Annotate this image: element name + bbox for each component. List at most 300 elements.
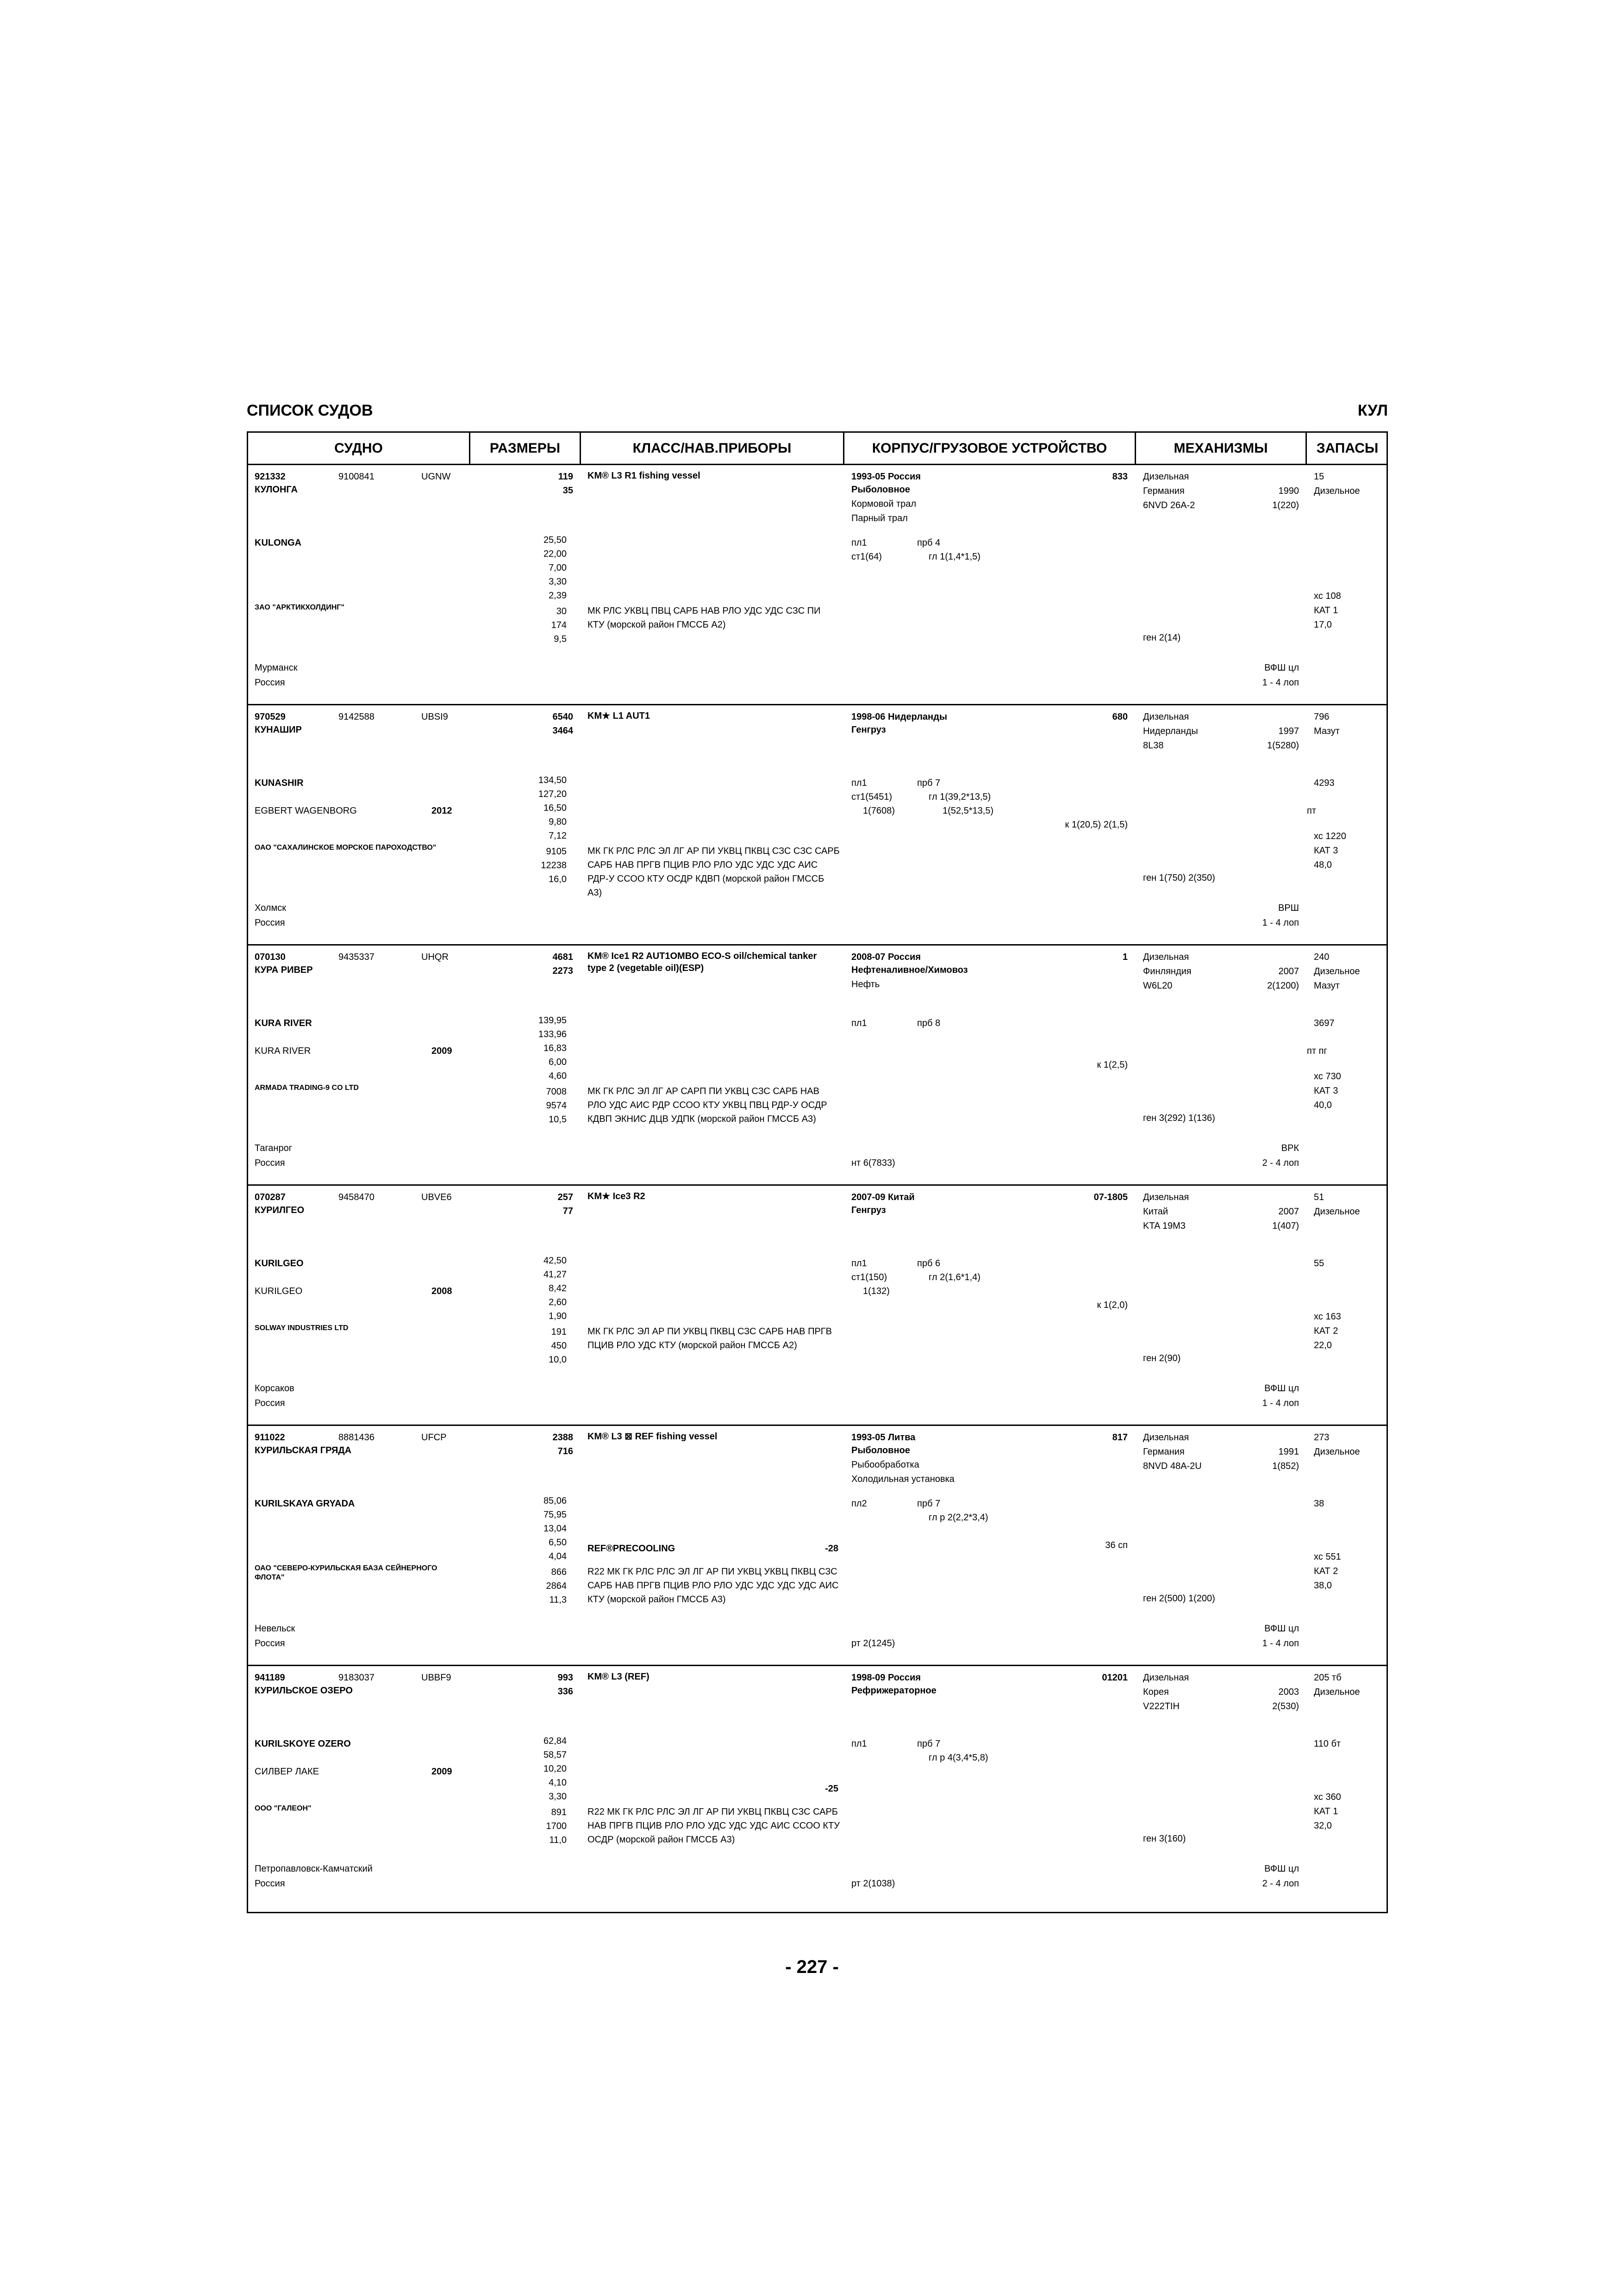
owner-year: 2008 bbox=[431, 1286, 452, 1296]
hull-yard-number: 833 bbox=[1112, 472, 1128, 482]
tonnage-block bbox=[470, 710, 573, 738]
propeller-blades: 1 - 4 лоп bbox=[1262, 1638, 1299, 1649]
dim-breadth: 16,83 bbox=[543, 1043, 567, 1053]
hatches: гл 1(1,4*1,5) bbox=[929, 552, 981, 562]
class-notation: KM® L3 ⊠ REF fishing vessel bbox=[587, 1431, 718, 1442]
operator-company: ARMADA TRADING-9 CO LTD bbox=[255, 1084, 359, 1092]
holds-2: 1(132) bbox=[863, 1286, 890, 1296]
dim-draught: 7,12 bbox=[549, 831, 567, 841]
fuel-type-2: Мазут bbox=[1314, 981, 1340, 991]
nav-equipment: R22 МК ГК РЛС РЛС ЭЛ ЛГ АР ПИ УКВЦ УКВЦ ПКВЦ СЗС САРБ НАВ ПРГВ ПЦИВ РЛО РЛО УДС УДС УДС УДС АИС КТУ (морской район ГМССБ А3) bbox=[587, 1567, 839, 1605]
mechanisms-block bbox=[1143, 710, 1198, 753]
hatches-2: 1(52,5*13,5) bbox=[943, 806, 994, 816]
propeller-blades: 1 - 4 лоп bbox=[1262, 918, 1299, 928]
fridge-category: КАТ 3 bbox=[1314, 1086, 1338, 1096]
engine-country: Нидерланды bbox=[1143, 726, 1198, 736]
reg-number: 911022 bbox=[255, 1432, 285, 1443]
imo-number: 9142588 bbox=[338, 712, 375, 722]
hull-build: 1993-05 Россия bbox=[851, 472, 921, 482]
reg-number: 970529 bbox=[255, 712, 286, 722]
generators: ген 3(160) bbox=[1143, 1834, 1186, 1844]
stocks-block bbox=[1314, 470, 1360, 513]
bulkheads: прб 7 bbox=[917, 1739, 941, 1749]
home-port: Петропавловск-Камчатский bbox=[255, 1864, 373, 1874]
holds: ст1(64) bbox=[851, 552, 882, 562]
fridge-category: КАТ 2 bbox=[1314, 1566, 1338, 1576]
ship-name: КУРИЛЬСКАЯ ГРЯДА bbox=[255, 1445, 352, 1456]
dim-crew: 7008 bbox=[546, 1087, 567, 1097]
imo-number: 9100841 bbox=[338, 472, 375, 482]
dim-draught: 4,04 bbox=[549, 1551, 567, 1562]
hull-build: 1998-09 Россия bbox=[851, 1673, 921, 1683]
bulkheads: прб 8 bbox=[917, 1018, 941, 1028]
owner-year: 2012 bbox=[431, 806, 452, 816]
fridge-volume: хс 1220 bbox=[1314, 831, 1346, 841]
ship-type: Рыболовное bbox=[851, 485, 910, 495]
fridge-value: 48,0 bbox=[1314, 860, 1332, 870]
engine-power: 2(530) bbox=[1272, 1701, 1299, 1711]
dim-depth: 6,50 bbox=[549, 1537, 567, 1548]
propeller-blades: 2 - 4 лоп bbox=[1262, 1158, 1299, 1168]
home-port: Невельск bbox=[255, 1624, 295, 1634]
propeller: ВФШ цл bbox=[1264, 1864, 1299, 1874]
cranes: к 1(20,5) 2(1,5) bbox=[1065, 820, 1128, 830]
hull-feature-1 bbox=[851, 1218, 886, 1232]
hull-feature-2: Холодильная установка bbox=[851, 1474, 955, 1484]
ship-name-latin: KUNASHIR bbox=[255, 778, 304, 788]
fuel-type-2 bbox=[1314, 1219, 1360, 1233]
dim-crew: 191 bbox=[551, 1327, 567, 1337]
engine-type: Дизельная bbox=[1143, 1192, 1189, 1202]
dim-crew: 30 bbox=[556, 606, 567, 616]
hull-build: 1993-05 Литва bbox=[851, 1432, 916, 1443]
ship-name-latin: KURILGEO bbox=[255, 1258, 304, 1269]
dim-deadweight: 2864 bbox=[546, 1581, 567, 1591]
refrigeration-block bbox=[1314, 1790, 1341, 1833]
class-notation: KM★ L1 AUT1 bbox=[587, 711, 650, 721]
fridge-value: 17,0 bbox=[1314, 620, 1332, 630]
fuel-capacity: 15 bbox=[1314, 472, 1324, 482]
hull-feature-1: Нефть bbox=[851, 979, 880, 989]
bulkheads: прб 7 bbox=[917, 1499, 941, 1509]
home-port: Холмск bbox=[255, 903, 286, 913]
nav-equipment: R22 МК ГК РЛС РЛС ЭЛ ЛГ АР ПИ УКВЦ ПКВЦ СЗС САРБ НАВ ПРГВ ПЦИВ РЛО РЛО УДС УДС УДС АИС ССОО КТУ ОСДР (морской район ГМССБ А3) bbox=[587, 1807, 840, 1845]
dim-speed: 11,0 bbox=[549, 1835, 567, 1845]
flag-country: Россия bbox=[255, 678, 285, 688]
dim-breadth: 16,50 bbox=[543, 803, 567, 813]
engine-model: 8L38 bbox=[1143, 740, 1164, 751]
fridge-category: КАТ 1 bbox=[1314, 1806, 1338, 1817]
ship-type: Генгруз bbox=[851, 725, 886, 735]
dim-crew: 891 bbox=[551, 1807, 567, 1817]
water-capacity: 38 bbox=[1314, 1499, 1324, 1509]
tonnage-block bbox=[470, 950, 573, 978]
fuel-type-2 bbox=[1314, 498, 1360, 513]
ship-name: КУЛОНГА bbox=[255, 485, 298, 495]
dim-speed: 10,5 bbox=[549, 1114, 567, 1125]
engine-power: 1(407) bbox=[1272, 1221, 1299, 1231]
dim-deadweight: 12238 bbox=[541, 860, 567, 871]
bulkheads: прб 4 bbox=[917, 538, 941, 548]
call-sign: UFCP bbox=[421, 1432, 447, 1443]
ship-name-latin: KURILSKAYA GRYADA bbox=[255, 1499, 355, 1509]
engine-year: 2003 bbox=[1278, 1687, 1299, 1697]
dim-length-overall: 134,50 bbox=[538, 775, 567, 785]
holds: ст1(5451) bbox=[851, 792, 893, 802]
engine-year: 1991 bbox=[1278, 1447, 1299, 1457]
gross-tonnage: 6540 bbox=[552, 712, 573, 722]
ship-type: Рефрижераторное bbox=[851, 1686, 937, 1696]
fuel-type-1: Мазут bbox=[1314, 726, 1340, 736]
dim-length-pp: 75,95 bbox=[543, 1510, 567, 1520]
propeller-blades: 2 - 4 лоп bbox=[1262, 1879, 1299, 1889]
fridge-value: 32,0 bbox=[1314, 1821, 1332, 1831]
hull-build: 1998-06 Нидерланды bbox=[851, 712, 947, 722]
dim-depth: 6,00 bbox=[549, 1057, 567, 1067]
operator-company: ОАО "СЕВЕРО-КУРИЛЬСКАЯ БАЗА СЕЙНЕРНОГО ФЛОТА" bbox=[255, 1564, 437, 1581]
class-notation: KM★ Ice3 R2 bbox=[587, 1191, 645, 1201]
bulkheads: прб 6 bbox=[917, 1258, 941, 1269]
owner-name: СИЛВЕР ЛАКЕ bbox=[255, 1767, 319, 1777]
dim-draught: 1,90 bbox=[549, 1311, 567, 1321]
class-notation: KM® Ice1 R2 AUT1OMBO ECO-S oil/chemical tanker type 2 (vegetable oil)(ESP) bbox=[587, 951, 817, 973]
dimensions-block bbox=[470, 533, 567, 646]
net-tonnage: 35 bbox=[562, 485, 573, 496]
ship-name-latin: KULONGA bbox=[255, 538, 302, 548]
ship-name: КУНАШИР bbox=[255, 725, 302, 735]
engine-country: Германия bbox=[1143, 486, 1185, 496]
flag-country: Россия bbox=[255, 1158, 285, 1168]
fuel-type-1: Дизельное bbox=[1314, 1687, 1360, 1697]
mechanisms-block bbox=[1143, 1671, 1189, 1714]
stock-type: пт bbox=[1307, 806, 1316, 816]
cranes: к 1(2,5) bbox=[1097, 1060, 1128, 1070]
call-sign: UBSI9 bbox=[421, 712, 448, 722]
refrigeration-block bbox=[1314, 589, 1341, 632]
engine-model: 6NVD 26A-2 bbox=[1143, 500, 1195, 510]
ship-name-latin: KURA RIVER bbox=[255, 1018, 312, 1028]
call-sign: UBBF9 bbox=[421, 1673, 451, 1683]
water-capacity: 55 bbox=[1314, 1258, 1324, 1269]
dimensions-block bbox=[470, 1734, 567, 1847]
imo-number: 9435337 bbox=[338, 952, 375, 962]
hatches: гл 1(39,2*13,5) bbox=[929, 792, 991, 802]
engine-power: 1(220) bbox=[1272, 500, 1299, 510]
hull-feature-1 bbox=[851, 1698, 937, 1712]
flag-country: Россия bbox=[255, 1398, 285, 1408]
engine-type: Дизельная bbox=[1143, 712, 1189, 722]
propeller-blades: 1 - 4 лоп bbox=[1262, 678, 1299, 688]
net-tonnage: 336 bbox=[557, 1686, 573, 1697]
owner-year: 2009 bbox=[431, 1046, 452, 1056]
ship-record bbox=[248, 705, 1387, 946]
dim-length-pp: 127,20 bbox=[538, 789, 567, 799]
column-header-sizes: РАЗМЕРЫ bbox=[489, 441, 561, 456]
imo-number: 8881436 bbox=[338, 1432, 375, 1443]
mechanisms-block bbox=[1143, 1431, 1202, 1474]
hull-yard-number: 680 bbox=[1112, 712, 1128, 722]
operator-company: ООО "ГАЛЕОН" bbox=[255, 1804, 312, 1812]
nav-equipment: МК ГК РЛС ЭЛ АР ПИ УКВЦ ПКВЦ СЗС САРБ НАВ ПРГВ ПЦИВ РЛО УДС КТУ (морской район ГМССБ А2) bbox=[587, 1326, 832, 1350]
dim-depth: 2,60 bbox=[549, 1297, 567, 1307]
dim-length-overall: 85,06 bbox=[543, 1496, 567, 1506]
mechanisms-block bbox=[1143, 1190, 1189, 1233]
stock-type: пт пг bbox=[1307, 1046, 1327, 1056]
hull-feature-2 bbox=[851, 1712, 937, 1727]
decks: пл2 bbox=[851, 1499, 867, 1509]
operator-company: ЗАО "АРКТИКХОЛДИНГ" bbox=[255, 604, 344, 611]
nav-equipment: МК ГК РЛС РЛС ЭЛ ЛГ АР ПИ УКВЦ ПКВЦ СЗС СЗС САРБ САРБ НАВ ПРГВ ПЦИВ РЛО РЛО УДС УДС УДС АИС РДР-У ССОО КТУ ОСДР КДВП (морской район ГМССБ А3) bbox=[587, 846, 840, 898]
flag-country: Россия bbox=[255, 1879, 285, 1889]
engine-country: Китай bbox=[1143, 1207, 1168, 1217]
class-temperature: -25 bbox=[825, 1784, 838, 1794]
dimensions-block bbox=[470, 1494, 567, 1607]
hull-type-block bbox=[851, 483, 916, 526]
hull-type-block bbox=[851, 723, 886, 766]
ship-name: КУРИЛЬСКОЕ ОЗЕРО bbox=[255, 1686, 353, 1696]
imo-number: 9183037 bbox=[338, 1673, 375, 1683]
ship-record bbox=[248, 465, 1387, 705]
engine-country: Германия bbox=[1143, 1447, 1185, 1457]
dim-deadweight: 174 bbox=[551, 620, 567, 630]
tanks: рт 2(1245) bbox=[851, 1638, 895, 1649]
hull-yard-number: 07-1805 bbox=[1093, 1192, 1128, 1202]
stocks-block bbox=[1314, 950, 1360, 993]
dim-length-pp: 58,57 bbox=[543, 1750, 567, 1760]
net-tonnage: 716 bbox=[557, 1446, 573, 1456]
engine-power: 1(5280) bbox=[1267, 740, 1299, 751]
engine-country: Корея bbox=[1143, 1687, 1169, 1697]
stocks-block bbox=[1314, 1671, 1360, 1714]
ship-record bbox=[248, 1666, 1387, 1906]
generators: ген 3(292) 1(136) bbox=[1143, 1113, 1215, 1123]
column-header-stocks: ЗАПАСЫ bbox=[1316, 441, 1379, 456]
fuel-type-1: Дизельное bbox=[1314, 1447, 1360, 1457]
owner-name: KURILGEO bbox=[255, 1286, 303, 1296]
gross-tonnage: 993 bbox=[557, 1673, 573, 1683]
dim-deadweight: 450 bbox=[551, 1341, 567, 1351]
dim-depth: 9,80 bbox=[549, 817, 567, 827]
fridge-volume: хс 108 bbox=[1314, 591, 1341, 601]
engine-model: 8NVD 48A-2U bbox=[1143, 1461, 1202, 1471]
fuel-capacity: 205 тб bbox=[1314, 1673, 1342, 1683]
dim-speed: 11,3 bbox=[549, 1595, 567, 1605]
engine-type: Дизельная bbox=[1143, 952, 1189, 962]
water-capacity: 4293 bbox=[1314, 778, 1335, 788]
dim-depth: 3,30 bbox=[549, 577, 567, 587]
hatches: гл р 2(2,2*3,4) bbox=[929, 1512, 988, 1523]
engine-year: 1990 bbox=[1278, 486, 1299, 496]
gross-tonnage: 119 bbox=[558, 472, 573, 482]
hull-type-block bbox=[851, 1203, 886, 1246]
engine-year: 2007 bbox=[1278, 1207, 1299, 1217]
ship-type: Рыболовное bbox=[851, 1445, 910, 1456]
hull-feature-2 bbox=[851, 1232, 886, 1246]
fuel-capacity: 273 bbox=[1314, 1432, 1330, 1443]
owner-year: 2009 bbox=[431, 1767, 452, 1777]
propeller: ВФШ цл bbox=[1264, 1624, 1299, 1634]
dimensions-block bbox=[470, 1254, 567, 1367]
call-sign: UHQR bbox=[421, 952, 449, 962]
hatches: гл р 4(3,4*5,8) bbox=[929, 1753, 988, 1763]
hull-feature-2 bbox=[851, 752, 886, 766]
dim-draught: 2,39 bbox=[549, 591, 567, 601]
ship-name: КУРИЛГЕО bbox=[255, 1205, 305, 1215]
fridge-volume: хс 551 bbox=[1314, 1552, 1341, 1562]
refrigeration-block bbox=[1314, 1310, 1341, 1353]
generators: ген 2(500) 1(200) bbox=[1143, 1593, 1215, 1604]
ship-record bbox=[248, 946, 1387, 1186]
engine-type: Дизельная bbox=[1143, 472, 1189, 482]
column-header-class: КЛАСС/НАВ.ПРИБОРЫ bbox=[632, 441, 792, 456]
engine-year: 2007 bbox=[1278, 966, 1299, 977]
fridge-value: 38,0 bbox=[1314, 1580, 1332, 1591]
page-header-section: КУЛ bbox=[1357, 402, 1388, 419]
dim-crew: 9105 bbox=[546, 846, 567, 857]
fridge-volume: хс 163 bbox=[1314, 1312, 1341, 1322]
engine-model: V222TIH bbox=[1143, 1701, 1180, 1711]
generators: ген 1(750) 2(350) bbox=[1143, 873, 1215, 883]
generators: ген 2(14) bbox=[1143, 633, 1181, 643]
holds-2: 1(7608) bbox=[863, 806, 895, 816]
imo-number: 9458470 bbox=[338, 1192, 375, 1202]
tonnage-block bbox=[470, 470, 573, 498]
ship-type: Нефтеналивное/Химовоз bbox=[851, 965, 968, 975]
dim-breadth: 13,04 bbox=[543, 1524, 567, 1534]
table-header bbox=[248, 433, 1387, 465]
owner-name: KURA RIVER bbox=[255, 1046, 311, 1056]
page-number: - 227 - bbox=[785, 1957, 839, 1977]
fridge-value: 22,0 bbox=[1314, 1340, 1332, 1350]
engine-year: 1997 bbox=[1278, 726, 1299, 736]
fuel-capacity: 51 bbox=[1314, 1192, 1324, 1202]
dimensions-block bbox=[470, 773, 567, 886]
dim-speed: 9,5 bbox=[554, 634, 567, 644]
engine-type: Дизельная bbox=[1143, 1432, 1189, 1443]
hull-feature-2 bbox=[851, 992, 968, 1006]
fridge-value: 40,0 bbox=[1314, 1100, 1332, 1110]
home-port: Мурманск bbox=[255, 663, 298, 673]
dim-breadth: 7,00 bbox=[549, 563, 567, 573]
hull-feature-2: Парный трал bbox=[851, 513, 908, 523]
cranes: к 1(2,0) bbox=[1097, 1300, 1128, 1310]
dim-length-pp: 41,27 bbox=[543, 1269, 567, 1280]
dim-deadweight: 9574 bbox=[546, 1101, 567, 1111]
decks: пл1 bbox=[851, 1018, 867, 1028]
reg-number: 070130 bbox=[255, 952, 286, 962]
gross-tonnage: 4681 bbox=[552, 952, 573, 962]
tanks: нт 6(7833) bbox=[851, 1158, 895, 1168]
tonnage-block bbox=[470, 1431, 573, 1458]
fuel-capacity: 240 bbox=[1314, 952, 1330, 962]
fuel-capacity: 796 bbox=[1314, 712, 1330, 722]
dim-speed: 10,0 bbox=[549, 1355, 567, 1365]
home-port: Таганрог bbox=[255, 1143, 293, 1153]
dim-length-pp: 22,00 bbox=[543, 549, 567, 559]
hull-type-block bbox=[851, 1444, 955, 1487]
net-tonnage: 2273 bbox=[552, 966, 573, 976]
class-refrigeration: REF®PRECOOLING bbox=[587, 1543, 675, 1554]
tanks: рт 2(1038) bbox=[851, 1879, 895, 1889]
hull-type-block bbox=[851, 1684, 937, 1727]
water-capacity: 110 бт bbox=[1314, 1739, 1341, 1749]
reg-number: 070287 bbox=[255, 1192, 286, 1202]
operator-company: SOLWAY INDUSTRIES LTD bbox=[255, 1324, 349, 1332]
decks: пл1 bbox=[851, 538, 867, 548]
tonnage-block bbox=[470, 1190, 573, 1218]
nav-equipment: МК РЛС УКВЦ ПВЦ САРБ НАВ РЛО УДС УДС СЗС ПИ КТУ (морской район ГМССБ А2) bbox=[587, 606, 821, 630]
fridge-category: КАТ 1 bbox=[1314, 605, 1338, 616]
hull-yard-number: 1 bbox=[1122, 952, 1128, 962]
fuel-type-1: Дизельное bbox=[1314, 966, 1360, 977]
fridge-volume: хс 360 bbox=[1314, 1792, 1341, 1802]
propeller: ВРК bbox=[1281, 1143, 1299, 1153]
water-capacity: 3697 bbox=[1314, 1018, 1335, 1028]
reg-number: 921332 bbox=[255, 472, 286, 482]
tonnage-block bbox=[470, 1671, 573, 1699]
ship-record bbox=[248, 1186, 1387, 1426]
decks: пл1 bbox=[851, 778, 867, 788]
decks: пл1 bbox=[851, 1258, 867, 1269]
holds: ст1(150) bbox=[851, 1272, 887, 1282]
hull-feature-1: Рыбообработка bbox=[851, 1460, 919, 1470]
engine-type: Дизельная bbox=[1143, 1673, 1189, 1683]
column-header-ship: СУДНО bbox=[334, 441, 383, 456]
ship-name-latin: KURILSKOYE OZERO bbox=[255, 1739, 351, 1749]
hull-build: 2007-09 Китай bbox=[851, 1192, 915, 1202]
home-port: Корсаков bbox=[255, 1383, 294, 1394]
dim-length-overall: 42,50 bbox=[543, 1256, 567, 1266]
class-notation: KM® L3 R1 fishing vessel bbox=[587, 471, 700, 481]
dim-length-overall: 62,84 bbox=[543, 1736, 567, 1746]
class-notation: KM® L3 (REF) bbox=[587, 1672, 650, 1682]
dim-breadth: 10,20 bbox=[543, 1764, 567, 1774]
hull-yard-number: 817 bbox=[1112, 1432, 1128, 1443]
stocks-block bbox=[1314, 1431, 1360, 1474]
fridge-category: КАТ 2 bbox=[1314, 1326, 1338, 1336]
ship-type: Генгруз bbox=[851, 1205, 886, 1215]
engine-model: W6L20 bbox=[1143, 981, 1173, 991]
stocks-block bbox=[1314, 1190, 1360, 1233]
ships-table bbox=[247, 431, 1388, 1913]
engine-model: KTA 19M3 bbox=[1143, 1221, 1186, 1231]
hull-feature-1 bbox=[851, 737, 886, 752]
dim-crew: 866 bbox=[551, 1567, 567, 1577]
decks: пл1 bbox=[851, 1739, 867, 1749]
fuel-type-1: Дизельное bbox=[1314, 486, 1360, 496]
mechanisms-block bbox=[1143, 950, 1192, 993]
ship-name: КУРА РИВЕР bbox=[255, 965, 313, 975]
hull-build: 2008-07 Россия bbox=[851, 952, 921, 962]
generators: ген 2(90) bbox=[1143, 1353, 1181, 1363]
column-header-mechanisms: МЕХАНИЗМЫ bbox=[1174, 441, 1268, 456]
fuel-type-2 bbox=[1314, 739, 1340, 753]
gross-tonnage: 257 bbox=[557, 1192, 573, 1202]
hatches: гл 2(1,6*1,4) bbox=[929, 1272, 981, 1282]
gross-tonnage: 2388 bbox=[552, 1432, 573, 1443]
net-tonnage: 3464 bbox=[552, 726, 573, 736]
class-temperature: -28 bbox=[825, 1543, 838, 1554]
dim-draught: 4,60 bbox=[549, 1071, 567, 1081]
hull-yard-number: 01201 bbox=[1102, 1673, 1128, 1683]
hull-type-block bbox=[851, 963, 968, 1006]
fridge-category: КАТ 3 bbox=[1314, 846, 1338, 856]
stocks-block bbox=[1314, 710, 1340, 753]
call-sign: UGNW bbox=[421, 472, 451, 482]
column-header-hull: КОРПУС/ГРУЗОВОЕ УСТРОЙСТВО bbox=[872, 441, 1107, 456]
fuel-type-2 bbox=[1314, 1459, 1360, 1474]
dim-deadweight: 1700 bbox=[546, 1821, 567, 1831]
